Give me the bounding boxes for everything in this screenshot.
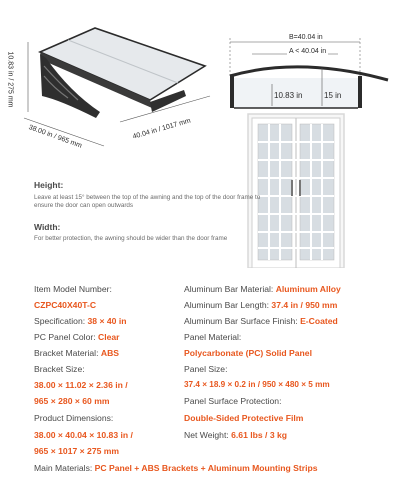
- net-weight-value: 6.61 lbs / 3 kg: [231, 430, 288, 440]
- model-value: CZPC40X40T-C: [34, 300, 97, 310]
- bracket-size-label: Bracket Size:: [34, 364, 85, 374]
- bracket-material-row: [34, 348, 119, 358]
- height-note-title: Height:: [34, 180, 64, 190]
- panel-color-row: [34, 332, 120, 342]
- panel-color-label: PC Panel Color:: [34, 332, 96, 342]
- main-materials-label: Main Materials:: [34, 463, 93, 473]
- bar-finish-row: [184, 316, 338, 326]
- net-weight-row: [184, 430, 287, 440]
- bar-finish-value: E-Coated: [300, 316, 338, 326]
- width-dimension-label: 40.04 in / 1017 mm: [132, 117, 192, 141]
- bracket-material-value: ABS: [100, 348, 120, 358]
- b-width-label: B=40.04 in: [289, 34, 323, 41]
- panel-size-label: Panel Size:: [184, 364, 228, 374]
- specification-label: Specification:: [34, 316, 86, 326]
- model-label: Item Model Number:: [34, 284, 112, 294]
- bar-material-label: Aluminum Bar Material:: [184, 284, 274, 294]
- bracket-size-line2: 965 × 280 × 60 mm: [34, 396, 110, 406]
- bracket-material-label: Bracket Material:: [34, 348, 99, 358]
- panel-color-value: Clear: [98, 332, 120, 342]
- width-note-title: Width:: [34, 222, 61, 232]
- product-dimensions-line1: 38.00 × 40.04 × 10.83 in /: [34, 430, 133, 440]
- bar-finish-label: Aluminum Bar Surface Finish:: [184, 316, 298, 326]
- specification-row: [34, 316, 126, 326]
- net-weight-label: Net Weight:: [184, 430, 229, 440]
- width-note-text: For better protection, the awning should be wider than the door frame: [34, 235, 228, 242]
- panel-material-label: Panel Material:: [184, 332, 242, 342]
- panel-protection-value: Double-Sided Protective Film: [184, 413, 304, 423]
- main-materials-row: [34, 463, 318, 473]
- bar-length-label: Aluminum Bar Length:: [184, 300, 270, 310]
- height-dimension-label: 10.83 in / 275 mm: [6, 51, 14, 108]
- door-awning-diagram: [218, 28, 403, 268]
- depth-dimension-label: 38.00 in / 965 mm: [27, 124, 83, 150]
- bar-length-value: 37.4 in / 950 mm: [271, 300, 338, 310]
- panel-size-value: 37.4 × 18.9 × 0.2 in / 950 × 480 × 5 mm: [184, 380, 330, 389]
- awning-height-label: 10.83 in: [274, 91, 303, 100]
- a-width-label: A < 40.04 in: [289, 48, 327, 55]
- bar-material-row: [184, 284, 341, 294]
- awning-depth-label: 15 in: [324, 91, 342, 100]
- panel-protection-label: Panel Surface Protection:: [184, 396, 282, 406]
- height-note-text: Leave at least 15° between the top of the awning and the top of the door frame to ensure the door can open outwards: [34, 194, 261, 210]
- bar-material-value: Aluminum Alloy: [275, 284, 341, 294]
- product-dimensions-label: Product Dimensions:: [34, 413, 114, 423]
- specification-value: 38 × 40 in: [87, 316, 127, 326]
- product-dimensions-line2: 965 × 1017 × 275 mm: [34, 446, 120, 456]
- panel-material-value: Polycarbonate (PC) Solid Panel: [184, 348, 312, 358]
- bracket-size-line1: 38.00 × 11.02 × 2.36 in /: [34, 380, 128, 390]
- bar-length-row: [184, 300, 337, 310]
- main-materials-value: PC Panel + ABS Brackets + Aluminum Mounting Strips: [94, 463, 318, 473]
